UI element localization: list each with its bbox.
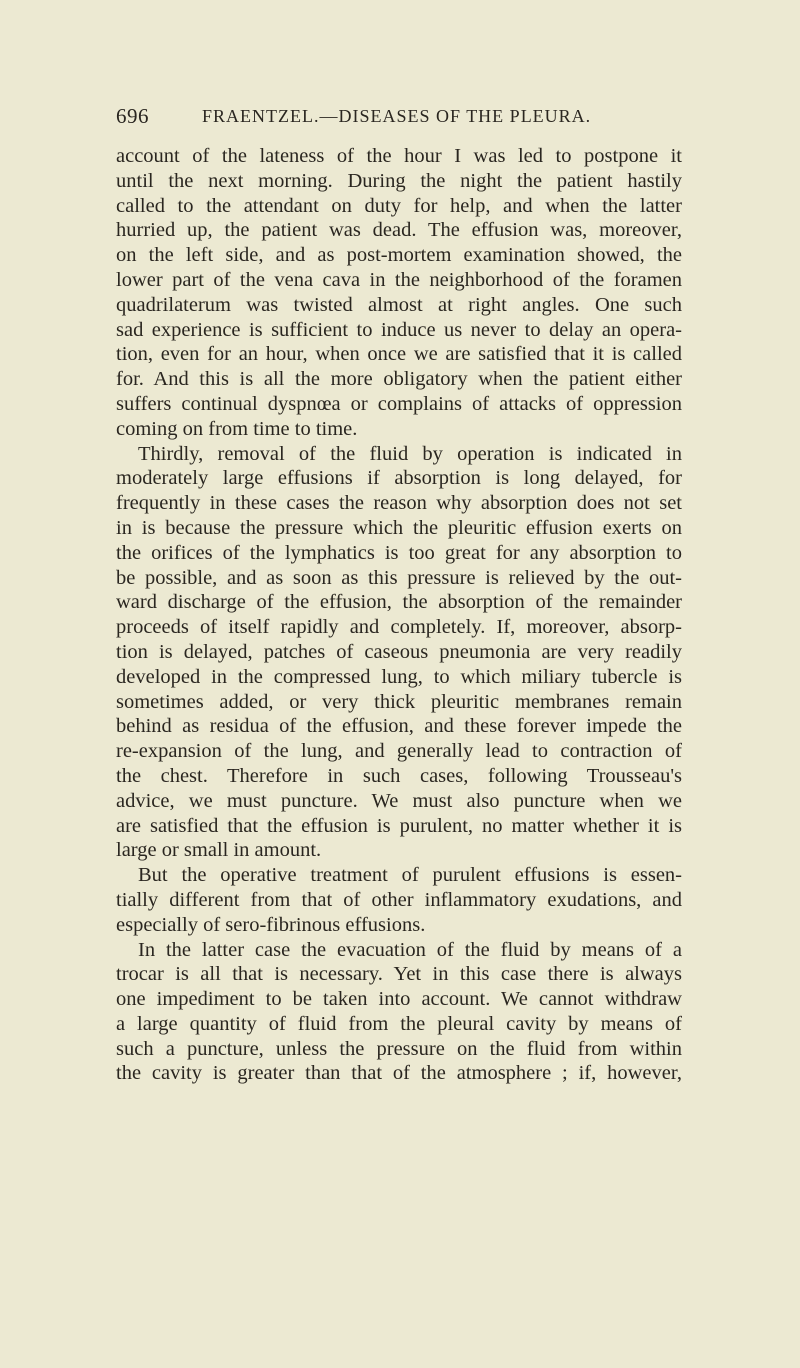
text-line: one impediment to be taken into account. We cannot withdraw <box>116 988 682 1011</box>
text-line: be possible, and as soon as this pressure is relieved by the out- <box>116 566 682 589</box>
text-line: ward discharge of the effusion, the absorption of the remainder <box>116 591 682 614</box>
text-line: suffers continual dyspnœa or complains of attacks of oppression <box>116 392 682 415</box>
text-line: quadrilaterum was twisted almost at right angles. One such <box>116 293 682 316</box>
text-line: on the left side, and as post-mortem examination showed, the <box>116 244 682 267</box>
running-head <box>116 104 676 132</box>
text-line: frequently in these cases the reason why absorption does not set <box>116 492 682 515</box>
text-line: developed in the compressed lung, to which miliary tubercle is <box>116 665 682 688</box>
text-line: the chest. Therefore in such cases, following Trousseau's <box>116 764 682 787</box>
text-line: moderately large effusions if absorption is long delayed, for <box>116 467 682 490</box>
text-line: In the latter case the evacuation of the fluid by means of a <box>138 938 682 961</box>
text-line: behind as residua of the effusion, and these forever impede the <box>116 715 682 738</box>
text-line: Thirdly, removal of the fluid by operation is indicated in <box>138 442 682 465</box>
text-line: trocar is all that is necessary. Yet in this case there is always <box>116 963 682 986</box>
text-line: for. And this is all the more obligatory when the patient either <box>116 368 682 391</box>
text-line: especially of sero-fibrinous effusions. <box>116 913 426 936</box>
text-line: sometimes added, or very thick pleuritic membranes remain <box>116 690 682 713</box>
text-line: proceeds of itself rapidly and completely. If, moreover, absorp- <box>116 616 682 639</box>
text-line: re-expansion of the lung, and generally lead to contraction of <box>116 740 682 763</box>
text-line: lower part of the vena cava in the neighborhood of the foramen <box>116 268 682 291</box>
body-text <box>116 144 682 1086</box>
text-line: until the next morning. During the night the patient hastily <box>116 169 682 192</box>
text-line: hurried up, the patient was dead. The effusion was, moreover, <box>116 219 682 242</box>
text-line: large or small in amount. <box>116 839 322 862</box>
text-line: called to the attendant on duty for help, and when the latter <box>116 194 682 217</box>
text-line: tion is delayed, patches of caseous pneumonia are very readily <box>116 640 682 663</box>
text-line: the orifices of the lymphatics is too great for any absorption to <box>116 541 682 564</box>
text-line: are satisfied that the effusion is purulent, no matter whether it is <box>116 814 682 837</box>
text-line: sad experience is sufficient to induce us never to delay an opera- <box>116 318 682 341</box>
text-line: such a puncture, unless the pressure on the fluid from within <box>116 1037 682 1060</box>
text-line: coming on from time to time. <box>116 417 358 440</box>
text-line: the cavity is greater than that of the atmosphere ; if, however, <box>116 1062 682 1085</box>
text-line: advice, we must puncture. We must also puncture when we <box>116 789 682 812</box>
text-line: tially different from that of other inflammatory exudations, and <box>116 888 682 911</box>
text-line: But the operative treatment of purulent effusions is essen- <box>138 864 682 887</box>
text-line: in is because the pressure which the pleuritic effusion exerts on <box>116 516 682 539</box>
text-line: a large quantity of fluid from the pleural cavity by means of <box>116 1012 682 1035</box>
running-title: FRAENTZEL.—DISEASES OF THE PLEURA. <box>202 106 592 126</box>
page-number: 696 <box>116 104 149 128</box>
text-line: tion, even for an hour, when once we are satisfied that it is called <box>116 343 682 366</box>
text-line: account of the lateness of the hour I was led to postpone it <box>116 145 682 167</box>
